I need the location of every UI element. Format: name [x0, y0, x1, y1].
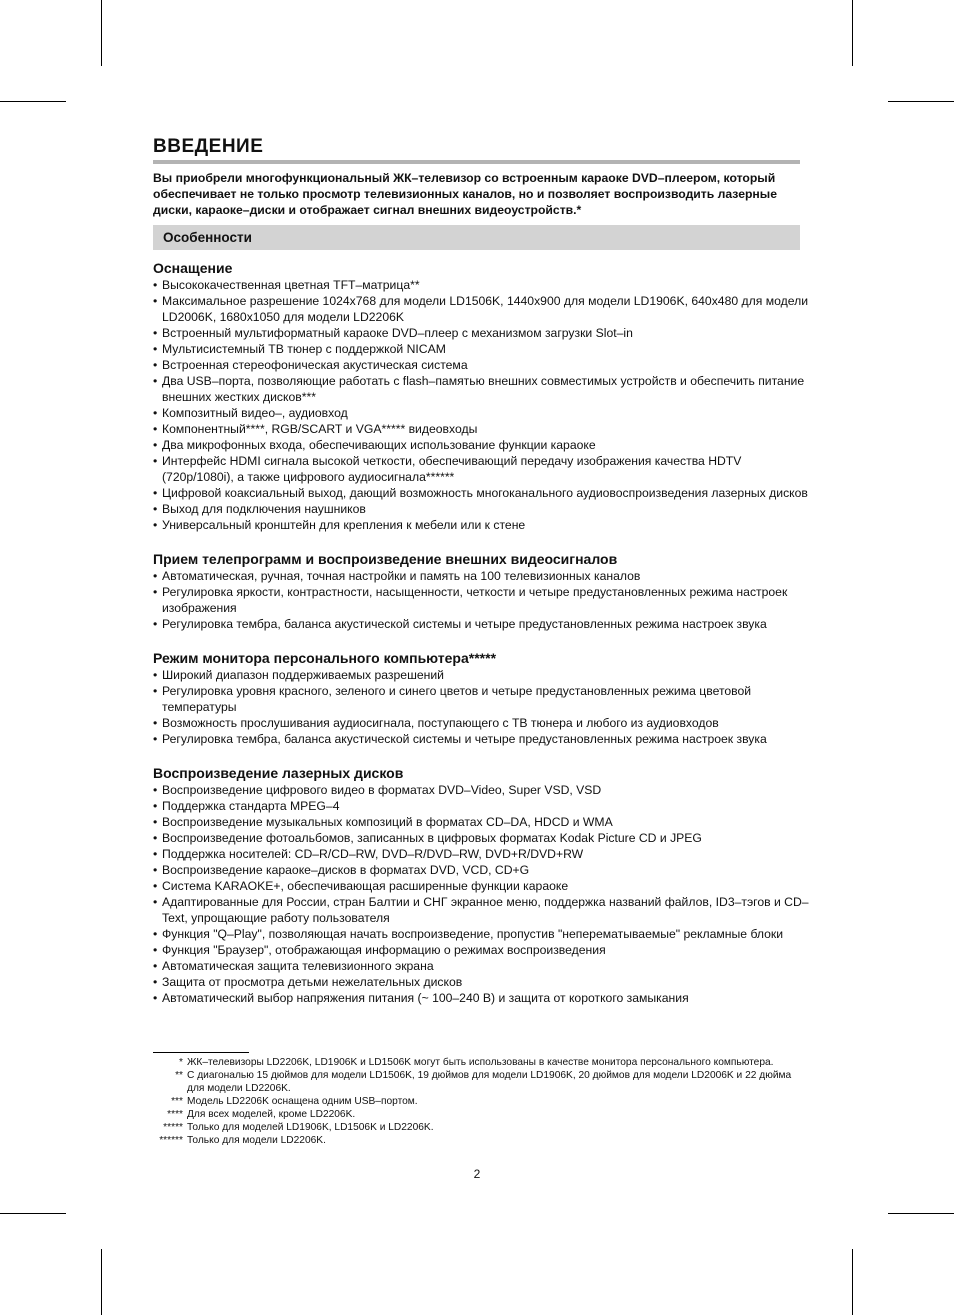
- list-item: • Автоматический выбор напряжения питания (~ 100–240 В) и защита от короткого замыкания: [153, 990, 813, 1006]
- section-title: Оснащение: [153, 260, 233, 276]
- list-item: • Возможность прослушивания аудиосигнала, поступающего с ТВ тюнера и любого из аудиовходов: [153, 715, 813, 731]
- list-item: • Мультисистемный ТВ тюнер с поддержкой NICAM: [153, 341, 813, 357]
- footnote-mark: ******: [159, 1135, 183, 1146]
- list-item: • Встроенный мультиформатный караоке DVD–плеер с механизмом загрузки Slot–in: [153, 325, 813, 341]
- footnote-text: Для всех моделей, кроме LD2206K.: [187, 1109, 356, 1120]
- crop-mark-top-right-h: [888, 101, 954, 102]
- footnote-text: Только для модели LD2206K.: [187, 1135, 326, 1146]
- list-item: • Выход для подключения наушников: [153, 501, 813, 517]
- footnote: [150, 1108, 800, 1121]
- footnote-mark: ****: [167, 1109, 183, 1120]
- feature-section: [153, 551, 805, 632]
- feature-section: [153, 260, 809, 533]
- crop-mark-bottom-right-v: [852, 1249, 853, 1315]
- page-title: ВВЕДЕНИЕ: [153, 136, 264, 157]
- list-item: • Два микрофонных входа, обеспечивающих использование функции караоке: [153, 437, 813, 453]
- footnote: [150, 1069, 800, 1095]
- page-number: 2: [473, 1167, 481, 1181]
- list-item: • Композитный видео–, аудиовход: [153, 405, 813, 421]
- crop-mark-top-left-h: [0, 101, 66, 102]
- crop-mark-top-left-v: [101, 0, 102, 66]
- list-item: • Воспроизведение караоке–дисков в форматах DVD, VCD, CD+G: [153, 862, 813, 878]
- footnote: [150, 1121, 800, 1134]
- features-header: Особенности: [163, 230, 252, 245]
- footnote: [150, 1134, 800, 1147]
- section-title: Воспроизведение лазерных дисков: [153, 765, 404, 781]
- feature-list: [153, 568, 813, 632]
- footnote-mark: *****: [163, 1122, 183, 1133]
- list-item: • Регулировка тембра, баланса акустической системы и четыре предустановленных режима настроек звука: [153, 616, 813, 632]
- list-item: • Широкий диапазон поддерживаемых разрешений: [153, 667, 813, 683]
- feature-section: [153, 650, 805, 747]
- list-item: • Максимальное разрешение 1024x768 для модели LD1506K, 1440x900 для модели LD1906K, 640x480 для модели LD2006K, 1680x1050 для модели LD2206K: [153, 293, 813, 325]
- list-item: • Автоматическая защита телевизионного экрана: [153, 958, 813, 974]
- features-header-bar: [153, 225, 800, 250]
- feature-list: [153, 667, 813, 747]
- footnotes: [150, 1056, 800, 1147]
- list-item: • Поддержка носителей: CD–R/CD–RW, DVD–R/DVD–RW, DVD+R/DVD+RW: [153, 846, 813, 862]
- crop-mark-top-right-v: [852, 0, 853, 66]
- list-item: • Регулировка уровня красного, зеленого и синего цветов и четыре предустановленных режима цветовой температуры: [153, 683, 813, 715]
- footnote-mark: ***: [171, 1096, 183, 1107]
- list-item: • Цифровой коаксиальный выход, дающий возможность многоканального аудиовоспроизведения лазерных дисков: [153, 485, 813, 501]
- list-item: • Адаптированные для России, стран Балтии и СНГ экранное меню, поддержка названий файлов, ID3–тэгов и CD–Text, упрощающие работу пользователя: [153, 894, 813, 926]
- feature-list: [153, 277, 813, 533]
- list-item: • Воспроизведение цифрового видео в форматах DVD–Video, Super VSD, VSD: [153, 782, 813, 798]
- title-underline: [153, 160, 800, 164]
- crop-mark-bottom-right-h: [888, 1213, 954, 1214]
- footnote-text: Только для моделей LD1906K, LD1506K и LD2206K.: [187, 1122, 434, 1133]
- feature-section: [153, 765, 809, 1006]
- list-item: • Интерфейс HDMI сигнала высокой четкости, обеспечивающий передачу изображения качества HDTV (720p/1080i), а также цифрового аудиосигнала******: [153, 453, 813, 485]
- list-item: • Поддержка стандарта MPEG–4: [153, 798, 813, 814]
- list-item: • Компонентный****, RGB/SCART и VGA***** видеовходы: [153, 421, 813, 437]
- list-item: • Автоматическая, ручная, точная настройки и память на 100 телевизионных каналов: [153, 568, 813, 584]
- feature-list: [153, 782, 813, 1006]
- list-item: • Защита от просмотра детьми нежелательных дисков: [153, 974, 813, 990]
- list-item: • Универсальный кронштейн для крепления к мебели или к стене: [153, 517, 813, 533]
- list-item: • Регулировка яркости, контрастности, насыщенности, четкости и четыре предустановленных режима настроек изображения: [153, 584, 813, 616]
- crop-mark-bottom-left-v: [101, 1249, 102, 1315]
- list-item: • Функция "Q–Play", позволяющая начать воспроизведение, пропустив "неперематываемые" рекламные блоки: [153, 926, 813, 942]
- page-content: [153, 136, 809, 1006]
- section-title: Режим монитора персонального компьютера*****: [153, 650, 497, 666]
- footnote: [150, 1056, 800, 1069]
- section-title: Прием телепрограмм и воспроизведение внешних видеосигналов: [153, 551, 618, 567]
- list-item: • Регулировка тембра, баланса акустической системы и четыре предустановленных режима настроек звука: [153, 731, 813, 747]
- list-item: • Два USB–порта, позволяющие работать с flash–памятью внешних совместимых устройств и обеспечить питание внешних жестких дисков***: [153, 373, 813, 405]
- footnote-text: С диагональю 15 дюймов для модели LD1506K, 19 дюймов для модели LD1906K, 20 дюймов для модели LD2006K и 22 дюйма для модели LD2206K.: [187, 1070, 792, 1094]
- list-item: • Функция "Браузер", отображающая информацию о режимах воспроизведения: [153, 942, 813, 958]
- list-item: • Воспроизведение фотоальбомов, записанных в цифровых форматах Kodak Picture CD и JPEG: [153, 830, 813, 846]
- list-item: • Встроенная стереофоническая акустическая система: [153, 357, 813, 373]
- footnote: [150, 1095, 800, 1108]
- footnote-text: Модель LD2206K оснащена одним USB–портом.: [187, 1096, 418, 1107]
- intro-paragraph: Вы приобрели многофункциональный ЖК–телевизор со встроенным караоке DVD–плеером, который обеспечивает не только просмотр телевизионных каналов, но и позволяет воспроизводить лазерные диски, караоке–диски и отображает сигнал внешних видеоустройств.*: [153, 171, 777, 217]
- list-item: • Воспроизведение музыкальных композиций в форматах CD–DA, HDCD и WMA: [153, 814, 813, 830]
- footnote-separator: [153, 1052, 249, 1053]
- footnote-mark: **: [175, 1070, 183, 1081]
- list-item: • Высококачественная цветная TFT–матрица**: [153, 277, 813, 293]
- crop-mark-bottom-left-h: [0, 1213, 66, 1214]
- footnote-mark: *: [179, 1057, 183, 1068]
- feature-sections: [153, 260, 809, 1006]
- footnote-text: ЖК–телевизоры LD2206K, LD1906K и LD1506K могут быть использованы в качестве монитора персонального компьютера.: [187, 1057, 774, 1068]
- list-item: • Система KARAOKE+, обеспечивающая расширенные функции караоке: [153, 878, 813, 894]
